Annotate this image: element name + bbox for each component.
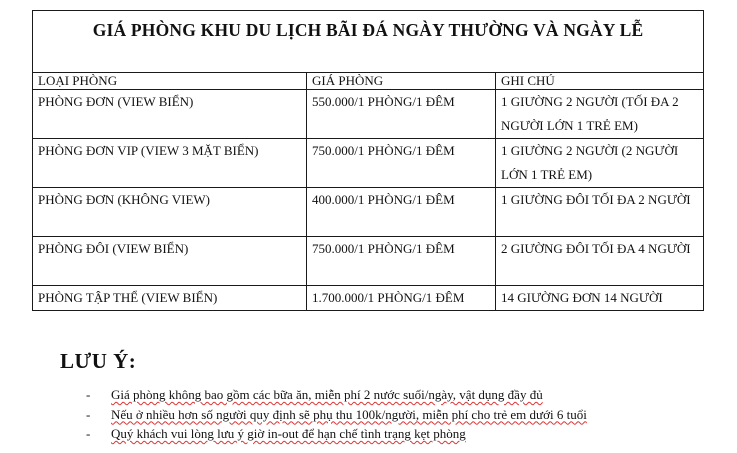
price-cell: 1.700.000/1 PHÒNG/1 ĐÊM [307,286,496,311]
note-cell: 1 GIƯỜNG ĐÔI TỐI ĐA 2 NGƯỜI [496,188,704,237]
price-cell: 750.000/1 PHÒNG/1 ĐÊM [307,139,496,188]
bullet-dash: - [86,406,91,422]
bullet-dash: - [86,387,91,402]
note-text: Nếu ở nhiều hơn số người quy định sẽ phụ thu 100k/người, miễn phí cho trẻ em dưới 6 tuổi [111,406,587,422]
note-cell: 1 GIƯỜNG 2 NGƯỜI (2 NGƯỜI LỚN 1 TRẺ EM) [496,139,704,188]
table-row [33,237,704,286]
header-room-type: LOẠI PHÒNG [33,73,307,90]
room-type-cell: PHÒNG ĐƠN (VIEW BIỂN) [33,90,307,139]
room-price-table [32,10,704,311]
header-note: GHI CHÚ [496,73,704,90]
note-cell: 1 GIƯỜNG 2 NGƯỜI (TỐI ĐA 2 NGƯỜI LỚN 1 TRẺ EM) [496,90,704,139]
note-cell: 14 GIƯỜNG ĐƠN 14 NGƯỜI [496,286,704,311]
note-text: Quý khách vui lòng lưu ý giờ in-out để hạn chế tình trạng kẹt phòng [111,426,466,441]
table-header-row [33,73,704,90]
bullet-dash: - [86,426,91,441]
table-row [33,188,704,237]
list-item [86,385,587,405]
price-cell: 750.000/1 PHÒNG/1 ĐÊM [307,237,496,286]
note-text: Giá phòng không bao gồm các bữa ăn, miễn phí 2 nước suối/ngày, vật dụng đầy đủ [111,387,543,402]
list-item [86,405,587,425]
table-row [33,139,704,188]
price-cell: 550.000/1 PHÒNG/1 ĐÊM [307,90,496,139]
header-price: GIÁ PHÒNG [307,73,496,90]
table-title: GIÁ PHÒNG KHU DU LỊCH BÃI ĐÁ NGÀY THƯỜNG VÀ NGÀY LỄ [33,11,704,73]
list-item [86,424,587,444]
price-cell: 400.000/1 PHÒNG/1 ĐÊM [307,188,496,237]
notes-title: LƯU Ý: [60,349,137,373]
notes-list [86,385,587,444]
room-type-cell: PHÒNG ĐÔI (VIEW BIỂN) [33,237,307,286]
note-cell: 2 GIƯỜNG ĐÔI TỐI ĐA 4 NGƯỜI [496,237,704,286]
table-row [33,286,704,311]
room-type-cell: PHÒNG ĐƠN (KHÔNG VIEW) [33,188,307,237]
table-row [33,90,704,139]
room-type-cell: PHÒNG ĐƠN VIP (VIEW 3 MẶT BIỂN) [33,139,307,188]
room-type-cell: PHÒNG TẬP THỂ (VIEW BIỂN) [33,286,307,311]
